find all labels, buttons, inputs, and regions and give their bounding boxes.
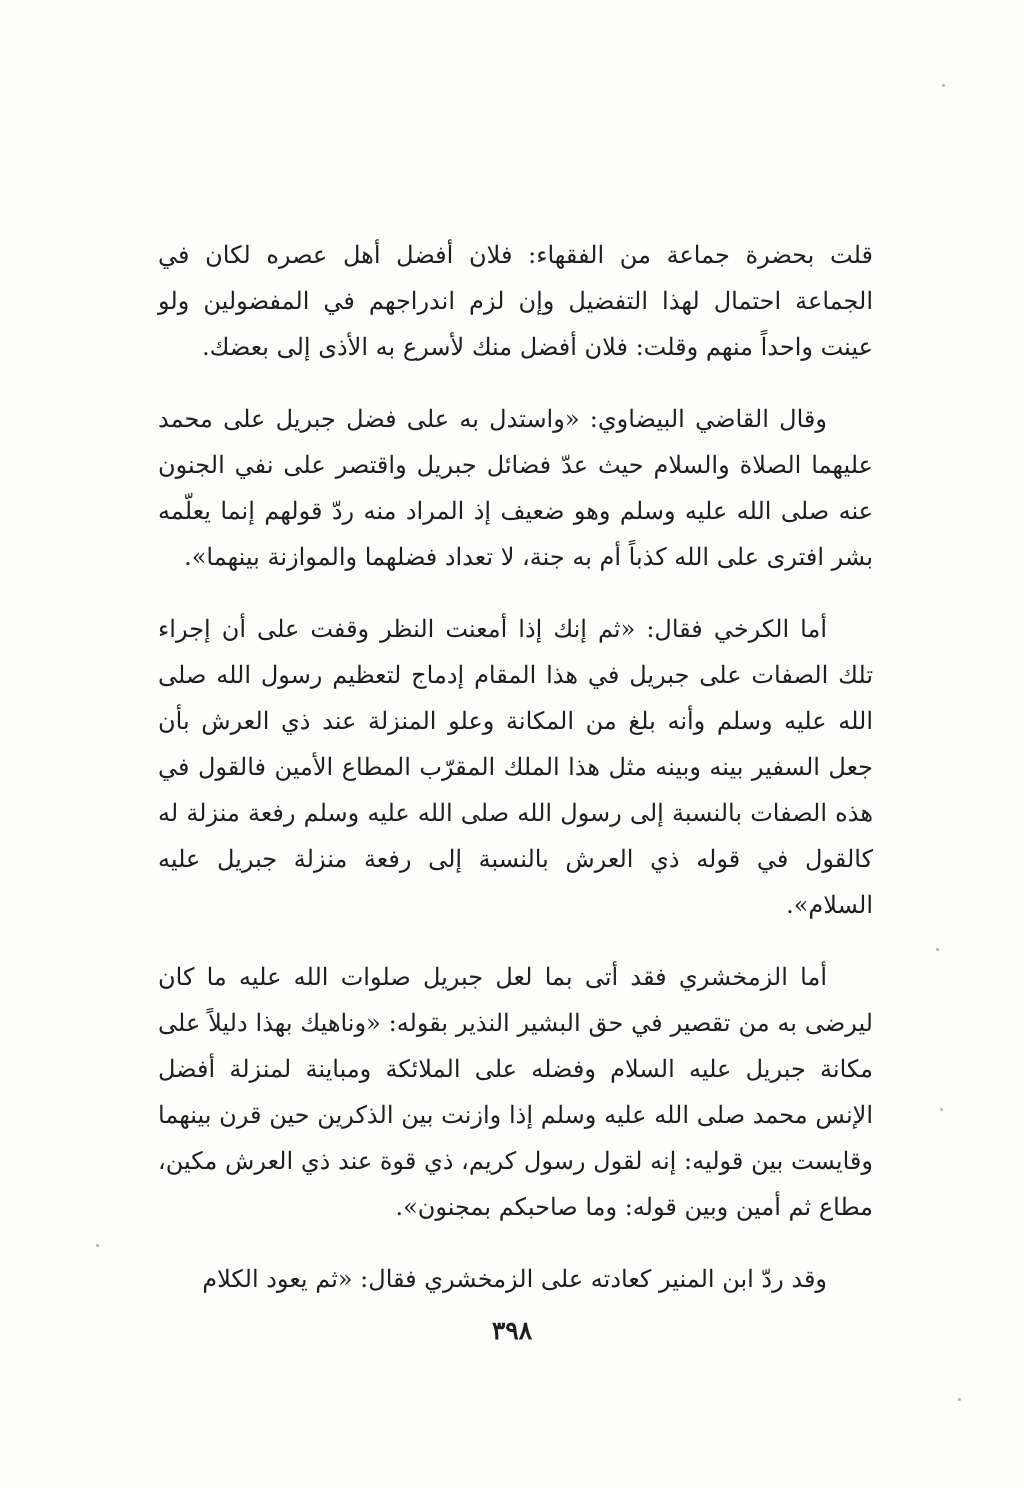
- paragraph-4: أما الزمخشري فقد أتى بما لعل جبريل صلوات الله عليه ما كان ليرضى به من تقصير في حق البشير النذير بقوله: «وناهيك بهذا دليلاً على مكانة جبريل عليه السلام وفضله على الملائكة ومباينة لمنزلة أفضل الإنس محمد صلى الله عليه وسلم إذا وازنت بين الذكرين حين قرن بينهما وقايست بين قوليه: إنه لقول رسول كريم، ذي قوة عند ذي العرش مكين، مطاع ثم أمين وبين قوله: وما صاحبكم بمجنون».: [158, 963, 874, 1221]
- paragraph-1: قلت بحضرة جماعة من الفقهاء: فلان أفضل أهل عصره لكان في الجماعة احتمال لهذا التفضيل وإن لزم اندراجهم في المفضولين ولو عينت واحداً منهم وقلت: فلان أفضل منك لأسرع به الأذى إلى بعضك.: [158, 241, 873, 361]
- paragraph-2: وقال القاضي البيضاوي: «واستدل به على فضل جبريل على محمد عليهما الصلاة والسلام حيث عدّ فضائل جبريل واقتصر على نفي الجنون عنه صلى الله عليه وسلم وهو ضعيف إذ المراد منه ردّ قولهم إنما يعلّمه بشر افترى على الله كذباً أم به جنة، لا تعداد فضلهما والموازنة بينهما».: [158, 405, 873, 571]
- body-text: [158, 232, 873, 1328]
- page-number: ٣٩٨: [491, 1316, 533, 1345]
- scan-speck: [940, 1108, 943, 1111]
- scan-speck: [96, 1244, 99, 1247]
- scan-speck: [942, 84, 945, 87]
- scan-speck: [936, 948, 939, 951]
- paragraph-5: وقد ردّ ابن المنير كعادته على الزمخشري فقال: «ثم يعود الكلام: [202, 1265, 827, 1293]
- paragraph-3: أما الكرخي فقال: «ثم إنك إذا أمعنت النظر وقفت على أن إجراء تلك الصفات على جبريل في هذا المقام إدماج لتعظيم رسول الله صلى الله عليه وسلم وأنه بلغ من المكانة وعلو المنزلة عند ذي العرش بأن جعل السفير بينه وبينه مثل هذا الملك المقرّب المطاع الأمين فالقول في هذه الصفات بالنسبة إلى رسول الله صلى الله عليه وسلم رفعة منزلة له كالقول في قوله ذي العرش بالنسبة إلى رفعة منزلة جبريل عليه السلام».: [158, 615, 874, 919]
- scan-speck: [958, 1398, 961, 1401]
